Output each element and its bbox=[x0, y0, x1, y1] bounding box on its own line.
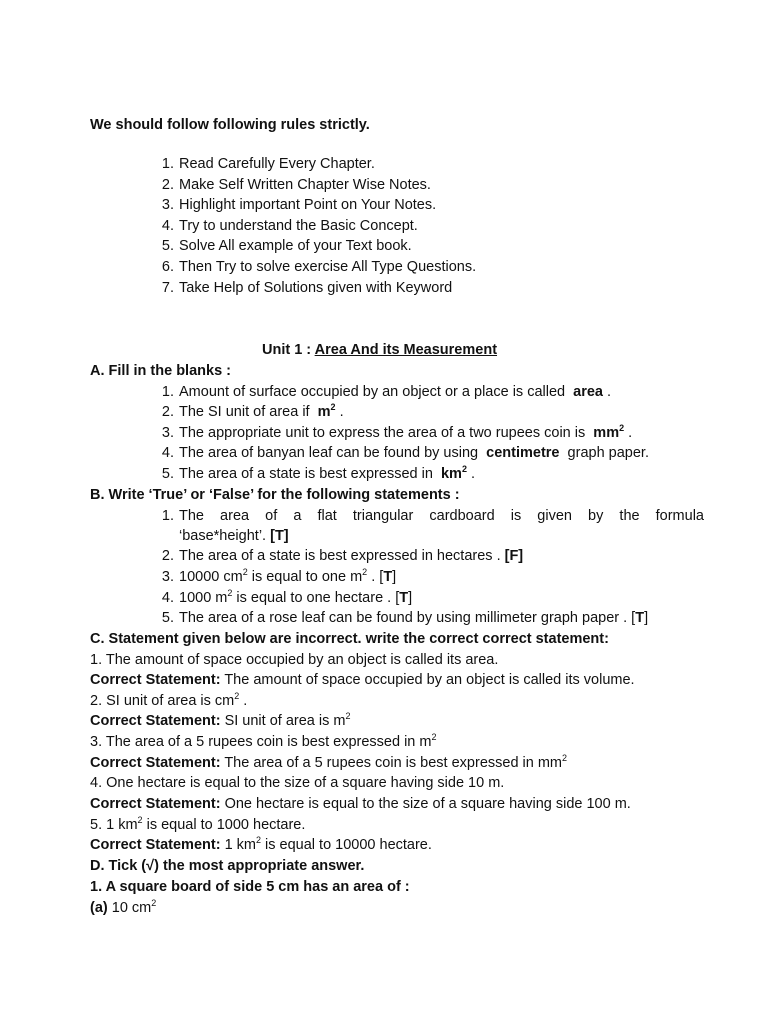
unit-prefix: Unit 1 : bbox=[262, 342, 312, 358]
section-c-heading: C. Statement given below are incorrect. write the correct correct statement: bbox=[90, 631, 609, 647]
incorrect-statement: 1. The amount of space occupied by an object is called its area. bbox=[90, 652, 499, 668]
rule-item: 6. Then Try to solve exercise All Type Questions. bbox=[161, 259, 477, 275]
correct-statement: Correct Statement: One hectare is equal to the size of a square having side 100 m. bbox=[90, 796, 631, 812]
rules-heading: We should follow following rules strictly. bbox=[90, 117, 370, 133]
true-false-item-cont: ‘base*height’. [T] bbox=[179, 528, 289, 544]
rule-item: 5. Solve All example of your Text book. bbox=[161, 238, 412, 254]
rule-item: 1. Read Carefully Every Chapter. bbox=[161, 156, 375, 172]
section-d-heading: D. Tick (√) the most appropriate answer. bbox=[90, 858, 365, 874]
mcq-option: (a) 10 $cm^2$ bbox=[90, 898, 157, 916]
rule-item: 4. Try to understand the Basic Concept. bbox=[161, 218, 418, 234]
section-b-heading: B. Write ‘True’ or ‘False’ for the following statements : bbox=[90, 487, 460, 503]
rule-item: 2. Make Self Written Chapter Wise Notes. bbox=[161, 177, 431, 193]
true-false-item: 2. The area of a state is best expressed in hectares . [F] bbox=[161, 548, 524, 564]
correct-statement: Correct Statement: 1 $km^2$ is equal to 10000 hectare. bbox=[90, 835, 432, 853]
fill-blank-item: 2. The SI unit of area if $m^2$ . bbox=[161, 402, 344, 420]
rule-item: 3. Highlight important Point on Your Notes. bbox=[161, 197, 437, 213]
incorrect-statement: 5. 1 $km^2$ is equal to 1000 hectare. bbox=[90, 815, 306, 833]
true-false-item: 3. 10000 $cm^2$ is equal to one $m^2$ . [T] bbox=[161, 567, 397, 585]
incorrect-statement: 4. One hectare is equal to the size of a square having side 10 m. bbox=[90, 775, 505, 791]
section-a-heading: A. Fill in the blanks : bbox=[90, 363, 231, 379]
fill-blank-item: 4. The area of banyan leaf can be found by using centimetre graph paper. bbox=[161, 445, 649, 461]
fill-blank-item: 1. Amount of surface occupied by an object or a place is called area . bbox=[161, 384, 612, 400]
fill-blank-item: 3. The appropriate unit to express the area of a two rupees coin is $mm^2$ . bbox=[161, 423, 633, 441]
incorrect-statement: 2. SI unit of area is $cm^2$ . bbox=[90, 691, 248, 709]
correct-statement: Correct Statement: The area of a 5 rupees coin is best expressed in $mm^2$ bbox=[90, 753, 568, 771]
true-false-item: 1. The area of a flat triangular cardboard is given by the formula bbox=[161, 508, 704, 524]
mcq-question: 1. A square board of side 5 cm has an area of : bbox=[90, 879, 410, 895]
incorrect-statement: 3. The area of a 5 rupees coin is best expressed in $m^2$ bbox=[90, 732, 437, 750]
correct-statement: Correct Statement: The amount of space occupied by an object is called its volume. bbox=[90, 672, 635, 688]
fill-blank-item: 5. The area of a state is best expressed in $km^2$ . bbox=[161, 464, 476, 482]
unit-name: Area And its Measurement bbox=[314, 342, 498, 358]
true-false-item: 4. 1000 $m^2$ is equal to one hectare . [T] bbox=[161, 588, 413, 606]
unit-title bbox=[262, 340, 497, 360]
correct-statement: Correct Statement: SI unit of area is $m^2$ bbox=[90, 711, 351, 729]
rule-item: 7. Take Help of Solutions given with Keyword bbox=[161, 280, 453, 296]
true-false-item: 5. The area of a rose leaf can be found by using millimeter graph paper . [T] bbox=[161, 610, 649, 626]
